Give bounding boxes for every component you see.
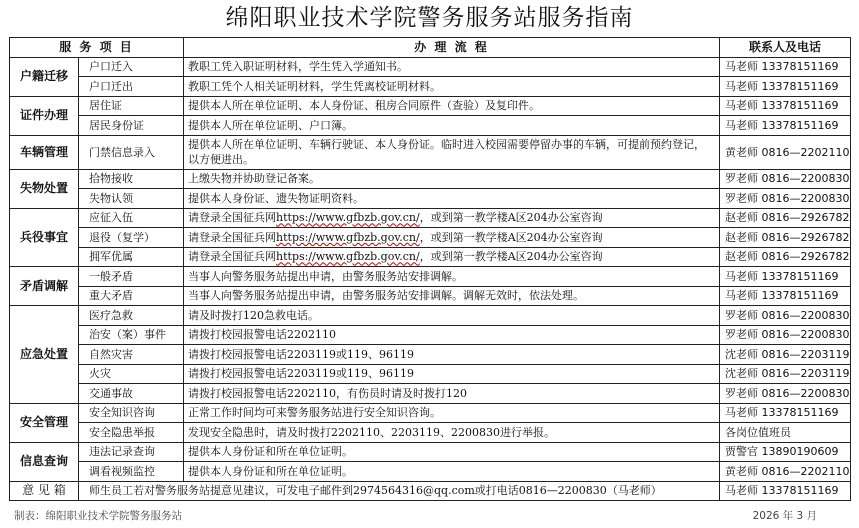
table-row	[10, 306, 851, 326]
process-text: 请登录全国征兵网	[188, 230, 277, 244]
table-row	[10, 423, 851, 443]
table-header-row	[10, 38, 851, 58]
table-row	[10, 135, 851, 169]
item-cell: 安全知识咨询	[79, 403, 184, 423]
category-cell: 应急处置	[10, 306, 79, 404]
page-title: 绵阳职业技术学院警务服务站服务指南	[225, 5, 634, 31]
contact-cell: 马老师 13378151169	[720, 57, 851, 77]
contact-cell: 沈老师 0816—2203119	[720, 364, 851, 384]
contact-cell: 罗老师 0816—2200830	[720, 189, 851, 209]
table-row	[10, 442, 851, 462]
footer-maker: 制表：绵阳职业技术学院警务服务站	[14, 510, 182, 522]
table-row	[10, 116, 851, 136]
process-cell: 请拨打校园报警电话2203119或119、96119	[184, 345, 720, 365]
process-text: 请登录全国征兵网	[188, 211, 277, 225]
item-cell: 户口迁入	[79, 57, 184, 77]
process-cell	[184, 247, 720, 267]
contact-cell: 赵老师 0816—2926782	[720, 247, 851, 267]
contact-cell: 赵老师 0816—2926782	[720, 228, 851, 248]
table-row	[10, 189, 851, 209]
category-cell: 兵役事宜	[10, 208, 79, 267]
item-cell: 居民身份证	[79, 116, 184, 136]
process-cell: 教职工凭个人相关证明材料，学生凭离校证明材料。	[184, 77, 720, 97]
table-row	[10, 267, 851, 287]
contact-cell: 赵老师 0816—2926782	[720, 208, 851, 228]
table-row	[10, 77, 851, 97]
process-cell: 正常工作时间均可来警务服务站进行安全知识咨询。	[184, 403, 720, 423]
contact-cell: 罗老师 0816—2200830	[720, 169, 851, 189]
process-cell: 当事人向警务服务站提出申请，由警务服务站安排调解。调解无效时，依法处理。	[184, 286, 720, 306]
process-cell: 请拨打校园报警电话2202110	[184, 325, 720, 345]
item-cell: 居住证	[79, 96, 184, 116]
contact-cell: 罗老师 0816—2200830	[720, 325, 851, 345]
contact-cell: 马老师 13378151169	[720, 96, 851, 116]
item-cell: 户口迁出	[79, 77, 184, 97]
contact-cell: 马老师 13378151169	[720, 403, 851, 423]
table-row	[10, 364, 851, 384]
process-text: ，或到第一教学楼A区204办公室咨询	[419, 211, 603, 225]
item-cell: 失物认领	[79, 189, 184, 209]
process-cell: 请及时拨打120急救电话。	[184, 306, 720, 326]
category-cell: 证件办理	[10, 96, 79, 135]
table-row	[10, 247, 851, 267]
header-process: 办 理 流 程	[184, 38, 720, 58]
category-cell: 车辆管理	[10, 135, 79, 169]
contact-cell: 罗老师 0816—2200830	[720, 306, 851, 326]
item-cell: 调看视频监控	[79, 462, 184, 482]
process-cell	[184, 228, 720, 248]
process-cell: 上缴失物并协助登记备案。	[184, 169, 720, 189]
process-cell: 提供本人所在单位证明、户口簿。	[184, 116, 720, 136]
item-cell: 门禁信息录入	[79, 135, 184, 169]
contact-cell: 马老师 13378151169	[720, 286, 851, 306]
item-cell: 一般矛盾	[79, 267, 184, 287]
item-cell: 医疗急救	[79, 306, 184, 326]
recruitment-website-link[interactable]: https://www.gfbzb.gov.cn/	[276, 250, 420, 264]
table-row	[10, 325, 851, 345]
table-row	[10, 345, 851, 365]
process-text: ，或到第一教学楼A区204办公室咨询	[419, 230, 603, 244]
category-cell: 失物处置	[10, 169, 79, 208]
item-cell: 违法记录查询	[79, 442, 184, 462]
header-item: 服 务 项 目	[10, 38, 184, 58]
process-cell: 请拨打校园报警电话2202110，有伤员时请及时拨打120	[184, 384, 720, 404]
table-row	[10, 384, 851, 404]
item-cell: 自然灾害	[79, 345, 184, 365]
table-row	[10, 286, 851, 306]
contact-cell: 罗老师 0816—2200830	[720, 384, 851, 404]
process-cell	[184, 208, 720, 228]
category-cell: 矛盾调解	[10, 267, 79, 306]
table-row	[10, 403, 851, 423]
table-row	[10, 96, 851, 116]
process-text: 请登录全国征兵网	[188, 250, 277, 264]
process-cell: 发现安全隐患时，请及时拨打2202110、2203119、2200830进行举报。	[184, 423, 720, 443]
category-cell: 信息查询	[10, 442, 79, 481]
process-cell: 请拨打校园报警电话2203119或119、96119	[184, 364, 720, 384]
item-cell: 火灾	[79, 364, 184, 384]
process-cell: 提供本人所在单位证明、车辆行驶证、本人身份证。临时进入校园需要停留办事的车辆，可提前预约登记，以方便进出。	[184, 135, 720, 169]
process-text: ，或到第一教学楼A区204办公室咨询	[419, 250, 603, 264]
contact-cell: 马老师 13378151169	[720, 77, 851, 97]
contact-cell: 黄老师 0816—2202110	[720, 135, 851, 169]
process-cell: 当事人向警务服务站提出申请，由警务服务站安排调解。	[184, 267, 720, 287]
item-cell: 拥军优属	[79, 247, 184, 267]
contact-cell: 马老师 13378151169	[720, 267, 851, 287]
contact-cell: 黄老师 0816—2202110	[720, 462, 851, 482]
contact-cell: 各岗位值班员	[720, 423, 851, 443]
item-cell: 应征入伍	[79, 208, 184, 228]
process-cell: 师生员工若对警务服务站提意见建议，可发电子邮件到2974564316@qq.com或打电话0816—2200830（马老师）	[79, 481, 720, 501]
process-cell: 教职工凭入职证明材料，学生凭入学通知书。	[184, 57, 720, 77]
item-cell: 交通事故	[79, 384, 184, 404]
contact-cell: 沈老师 0816—2203119	[720, 345, 851, 365]
contact-cell: 贾警官 13890190609	[720, 442, 851, 462]
process-cell: 提供本人所在单位证明、本人身份证、租房合同原件（查验）及复印件。	[184, 96, 720, 116]
table-row	[10, 57, 851, 77]
item-cell: 安全隐患举报	[79, 423, 184, 443]
table-row	[10, 228, 851, 248]
table-row	[10, 462, 851, 482]
contact-cell: 马老师 13378151169	[720, 116, 851, 136]
process-cell: 提供本人身份证、遗失物证明资料。	[184, 189, 720, 209]
process-cell: 提供本人身份证和所在单位证明。	[184, 462, 720, 482]
footer-date: 2026 年 3 月	[752, 510, 817, 522]
category-cell: 意 见 箱	[10, 481, 79, 501]
item-cell: 退役（复学）	[79, 228, 184, 248]
recruitment-website-link[interactable]: https://www.gfbzb.gov.cn/	[276, 211, 420, 225]
service-guide-table	[9, 37, 851, 501]
contact-cell: 马老师 13378151169	[720, 481, 851, 501]
process-cell: 提供本人身份证和所在单位证明。	[184, 442, 720, 462]
table-row	[10, 169, 851, 189]
item-cell: 拾物接收	[79, 169, 184, 189]
category-cell: 安全管理	[10, 403, 79, 442]
table-row	[10, 481, 851, 501]
recruitment-website-link[interactable]: https://www.gfbzb.gov.cn/	[276, 230, 420, 244]
item-cell: 治安（案）事件	[79, 325, 184, 345]
header-contact: 联系人及电话	[720, 38, 851, 58]
table-row	[10, 208, 851, 228]
item-cell: 重大矛盾	[79, 286, 184, 306]
category-cell: 户籍迁移	[10, 57, 79, 96]
